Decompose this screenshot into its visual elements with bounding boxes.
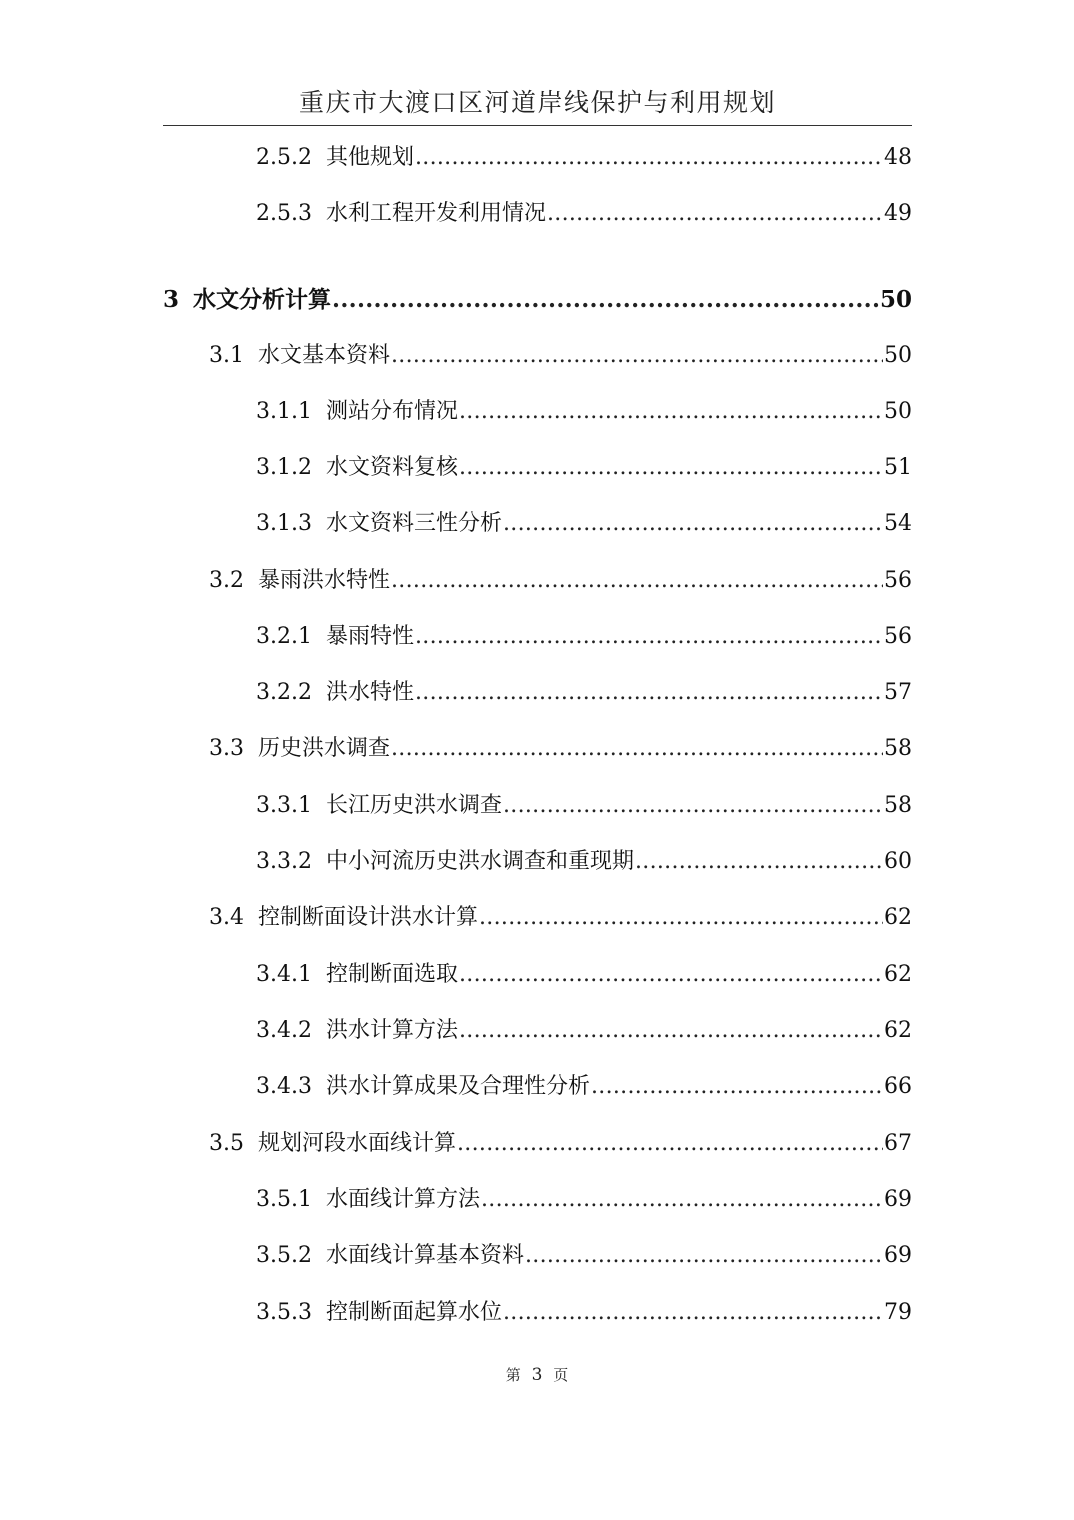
toc-entry-title: 水面线计算方法 [325,1187,480,1212]
toc-leader-dots [457,1127,883,1161]
toc-entry-number: 2.5.3 [256,201,312,226]
toc-entry-title: 洪水特性 [325,680,414,705]
toc-entry-title: 水文分析计算 [193,286,332,313]
toc-entry-number: 3.2 [209,568,244,593]
toc-entry[interactable] [256,1296,912,1330]
toc-entry-number: 3.4.3 [256,1074,312,1099]
toc-entry-title: 水利工程开发利用情况 [325,201,546,226]
toc-leader-dots [415,141,883,175]
toc-entry-page: 62 [884,962,912,987]
toc-entry-page: 50 [884,343,912,368]
toc-leader-dots [459,1014,883,1048]
toc-leader-dots [481,1183,883,1217]
toc-entry-page: 69 [884,1187,912,1212]
toc-leader-dots [479,901,883,935]
toc-entry-page: 56 [884,568,912,593]
toc-leader-dots [591,1070,883,1104]
toc-entry[interactable] [256,676,912,710]
toc-entry-number: 3.2.1 [256,624,312,649]
toc-entry[interactable] [256,1183,912,1217]
toc-leader-dots [503,507,883,541]
toc-entry-number: 3.5.3 [256,1300,312,1325]
page-header-title: 重庆市大渡口区河道岸线保护与利用规划 [298,88,776,117]
toc-entry-page: 57 [884,680,912,705]
toc-leader-dots [391,339,883,373]
toc-entry-page: 62 [884,905,912,930]
toc-entry-title: 历史洪水调查 [258,736,391,761]
toc-leader-dots [415,620,883,654]
toc-entry-number: 3.3.1 [256,793,312,818]
toc-entry-page: 49 [884,201,912,226]
toc-leader-dots [525,1239,883,1273]
toc-entry[interactable] [256,395,912,429]
toc-entry-number: 3.5 [209,1131,244,1156]
toc-entry[interactable] [256,451,912,485]
toc-entry-page: 67 [884,1131,912,1156]
toc-entry-number: 3 [163,286,180,313]
toc-entry-number: 3.4.1 [256,962,312,987]
footer-page-number: 3 [531,1365,543,1385]
toc-entry-title: 控制断面起算水位 [325,1300,502,1325]
toc-entry[interactable] [256,141,912,175]
toc-entry-title: 测站分布情况 [325,399,458,424]
toc-leader-dots [459,395,883,429]
toc-entry[interactable] [209,564,912,598]
toc-entry-number: 3.4.2 [256,1018,312,1043]
toc-entry-number: 3.3 [209,736,244,761]
toc-entry-title: 中小河流历史洪水调查和重现期 [325,849,634,874]
footer-prefix: 第 [505,1366,521,1384]
toc-entry[interactable] [209,732,912,766]
toc-entry-page: 50 [884,399,912,424]
toc-entry-page: 54 [884,511,912,536]
toc-entry-number: 3.1.1 [256,399,312,424]
toc-entry[interactable] [256,1239,912,1273]
toc-entry-number: 3.3.2 [256,849,312,874]
toc-entry-page: 62 [884,1018,912,1043]
toc-entry-page: 58 [884,736,912,761]
toc-entry-title: 洪水计算方法 [325,1018,458,1043]
toc-entry-title: 洪水计算成果及合理性分析 [325,1074,590,1099]
toc-entry-title: 控制断面设计洪水计算 [258,905,479,930]
toc-entry-number: 3.4 [209,905,244,930]
toc-leader-dots [332,283,879,317]
toc-entry[interactable] [209,339,912,373]
toc-entry[interactable] [256,620,912,654]
toc-entry-title: 长江历史洪水调查 [325,793,502,818]
toc-entry-title: 水文基本资料 [258,343,391,368]
toc-entry-page: 69 [884,1243,912,1268]
toc-entry-page: 79 [884,1300,912,1325]
toc-entry-title: 暴雨洪水特性 [258,568,391,593]
toc-entry-page: 58 [884,793,912,818]
toc-leader-dots [547,197,883,231]
toc-leader-dots [459,958,883,992]
toc-entry-number: 2.5.2 [256,145,312,170]
toc-leader-dots [635,845,883,879]
toc-entry-page: 50 [879,286,912,313]
toc-entry-number: 3.1.2 [256,455,312,480]
toc-entry-page: 60 [884,849,912,874]
toc-entry[interactable] [209,1127,912,1161]
page-footer [0,1364,1074,1386]
toc-entry[interactable] [256,1014,912,1048]
toc-leader-dots [415,676,883,710]
toc-entry[interactable] [209,901,912,935]
toc-leader-dots [391,564,883,598]
toc-entry-page: 66 [884,1074,912,1099]
toc-entry-page: 48 [884,145,912,170]
toc-entry-page: 51 [884,455,912,480]
toc-leader-dots [503,1296,883,1330]
toc-entry-title: 水文资料三性分析 [325,511,502,536]
toc-entry-title: 水文资料复核 [325,455,458,480]
toc-entry-number: 3.5.2 [256,1243,312,1268]
toc-leader-dots [459,451,883,485]
toc-entry[interactable] [163,283,912,317]
toc-entry-number: 3.1.3 [256,511,312,536]
toc-entry[interactable] [256,507,912,541]
toc-entry-number: 3.1 [209,343,244,368]
footer-suffix: 页 [553,1366,569,1384]
toc-entry[interactable] [256,1070,912,1104]
toc-entry-title: 水面线计算基本资料 [325,1243,524,1268]
toc-entry-title: 其他规划 [325,145,414,170]
toc-entry-number: 3.5.1 [256,1187,312,1212]
toc-entry-page: 56 [884,624,912,649]
toc-leader-dots [503,789,883,823]
toc-entry[interactable] [256,845,912,879]
toc-entry[interactable] [256,197,912,231]
toc-entry-title: 规划河段水面线计算 [258,1131,457,1156]
toc-leader-dots [391,732,883,766]
toc-entry[interactable] [256,958,912,992]
toc-entry-number: 3.2.2 [256,680,312,705]
toc-entry[interactable] [256,789,912,823]
toc-entry-title: 控制断面选取 [325,962,458,987]
toc-entry-title: 暴雨特性 [325,624,414,649]
